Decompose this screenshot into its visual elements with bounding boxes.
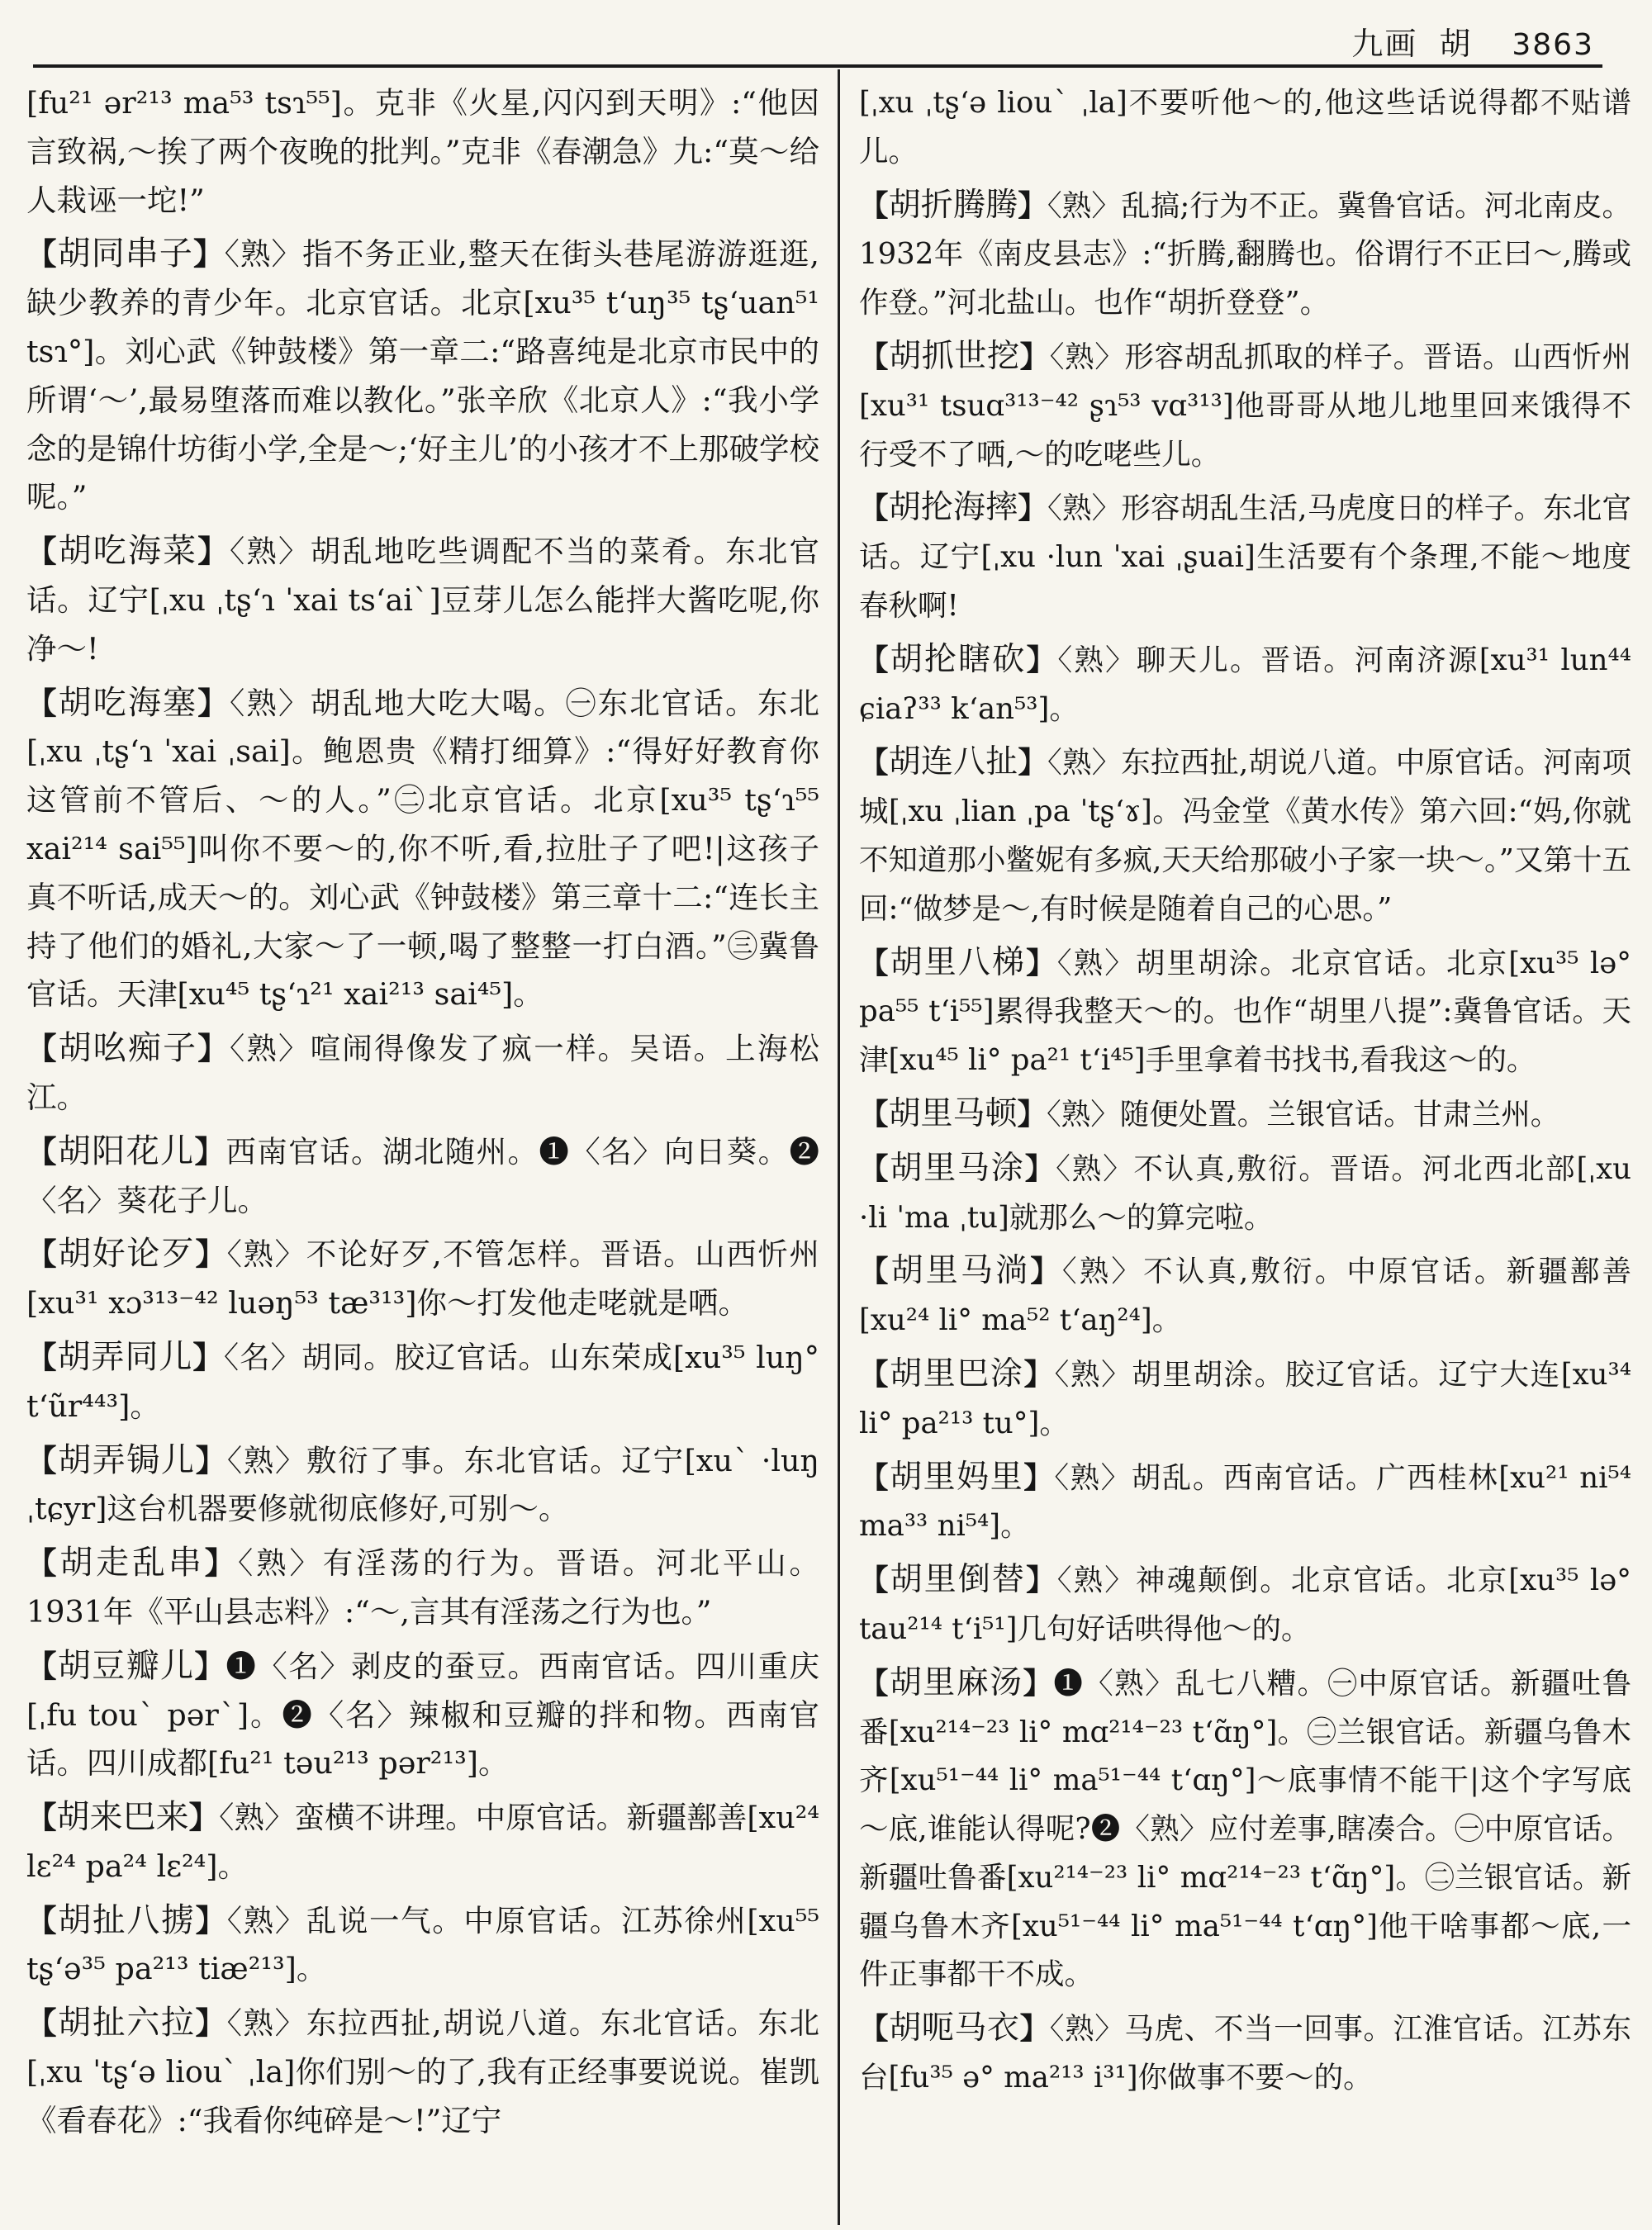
dictionary-entry bbox=[26, 1127, 819, 1226]
bracket-open: 【 bbox=[26, 1902, 59, 1938]
bracket-open: 【 bbox=[859, 746, 889, 780]
entry-headword: 胡里妈里 bbox=[890, 1458, 1024, 1496]
entry-headword: 胡里马淌 bbox=[890, 1252, 1031, 1290]
bracket-open: 【 bbox=[859, 1255, 891, 1289]
bracket-close: 】 bbox=[193, 236, 225, 273]
bracket-close: 】 bbox=[1017, 1097, 1047, 1132]
entry-headword: 胡里麻汤 bbox=[889, 1663, 1023, 1701]
bracket-close: 】 bbox=[194, 1648, 226, 1684]
entry-definition: [fu²¹ ər²¹³ ma⁵³ tsɿ⁵⁵]。克非《火星,闪闪到天明》:“他因言致祸,～挨了两个夜晚的批判。”克非《春潮急》九:“莫～给人栽诬一坨!” bbox=[26, 85, 819, 218]
dictionary-entry bbox=[859, 2005, 1631, 2103]
bracket-open: 【 bbox=[26, 1133, 58, 1170]
entry-headword: 胡里巴涂 bbox=[890, 1355, 1024, 1393]
dictionary-entry bbox=[859, 182, 1631, 328]
entry-headword: 胡同串子 bbox=[57, 235, 193, 273]
bracket-open: 【 bbox=[859, 1563, 890, 1598]
entry-definition: 〈熟〉东拉西扯,胡说八道。中原官话。河南项城[ˌxu ˌlian ˌpa ˈtʂʻɤ]。冯金堂《黄水传》第六回:“妈,你就不知道那小鳖妮有多疯,天天给那破小子家一块～。”又第十五回:“做梦是～,有时候是随着自己的心思。” bbox=[859, 746, 1631, 926]
bracket-open: 【 bbox=[26, 1648, 58, 1684]
entry-headword: 胡抡瞎砍 bbox=[890, 640, 1027, 678]
entry-definition: 〈熟〉胡乱。西南官话。广西桂林[xu²¹ ni⁵⁴ ma³³ ni⁵⁴]。 bbox=[859, 1460, 1631, 1544]
entry-definition: 〈熟〉胡里胡涂。胶辽官话。辽宁大连[xu³⁴ li° pa²¹³ tu°]。 bbox=[859, 1357, 1631, 1440]
bracket-close: 】 bbox=[1023, 1357, 1055, 1392]
bracket-close: 】 bbox=[197, 1031, 230, 1067]
entry-headword: 胡里八梯 bbox=[890, 943, 1027, 981]
bracket-close: 】 bbox=[197, 534, 230, 570]
entry-definition: 〈熟〉马虎、不当一回事。江淮官话。江苏东台[fu³⁵ ə° ma²¹³ i³¹]你做事不要～的。 bbox=[859, 2012, 1631, 2095]
entry-definition: 〈名〉胡同。胶辽官话。山东荣成[xu³⁵ luŋ° tʻũr⁴⁴³]。 bbox=[26, 1339, 820, 1424]
entry-headword: 胡呃马衣 bbox=[889, 2009, 1020, 2047]
bracket-open: 【 bbox=[859, 946, 890, 980]
dictionary-entry bbox=[26, 1436, 819, 1535]
dictionary-entry bbox=[26, 679, 819, 1020]
bracket-open: 【 bbox=[26, 534, 59, 570]
entry-headword: 胡吆痴子 bbox=[58, 1029, 198, 1068]
entry-definition: 〈熟〉聊天儿。晋语。河南济源[xu³¹ lun⁴⁴ ɕiaʔ³³ kʻan⁵³]。 bbox=[859, 643, 1631, 726]
entry-definition: 〈熟〉东拉西扯,胡说八道。东北官话。东北[ˌxu ˈtʂʻə liouˋ ˌla]你们别～的了,我有正经事要说说。崔凯《看春花》:“我看你纯碎是～!”辽宁 bbox=[26, 2005, 820, 2138]
entry-headword: 胡走乱串 bbox=[59, 1544, 205, 1582]
dictionary-entry bbox=[26, 1642, 819, 1788]
bracket-close: 】 bbox=[204, 1545, 239, 1582]
entry-definition: 〈熟〉随便处置。兰银官话。甘肃兰州。 bbox=[1047, 1097, 1560, 1132]
bracket-close: 】 bbox=[1023, 1460, 1055, 1495]
entry-definition: ❶〈名〉剥皮的蚕豆。西南官话。四川重庆[ˌfu touˋ pərˋ]。❷〈名〉辣椒和豆瓣的拌和物。西南官话。四川成都[fu²¹ təu²¹³ pər²¹³]。 bbox=[26, 1648, 820, 1782]
bracket-open: 【 bbox=[26, 685, 59, 721]
dictionary-entry bbox=[859, 636, 1631, 734]
bracket-open: 【 bbox=[26, 1442, 59, 1478]
dictionary-entry bbox=[26, 1024, 819, 1122]
entry-definition: 〈熟〉乱搞;行为不正。冀鲁官话。河北南皮。1932年《南皮县志》:“折腾,翻腾也。俗谓行不正曰～,腾或作登。”河北盐山。也作“胡折登登”。 bbox=[859, 188, 1631, 320]
bracket-close: 】 bbox=[1026, 643, 1058, 677]
dictionary-entry bbox=[26, 1230, 819, 1328]
header-character: 胡 bbox=[1439, 26, 1473, 62]
entry-definition: 〈熟〉胡里胡涂。北京官话。北京[xu³⁵ lə° pa⁵⁵ tʻi⁵⁵]累得我整天～的。也作“胡里八提”:冀鲁官话。天津[xu⁴⁵ li° pa²¹ tʻi⁴⁵]手里拿着书找书,看我这～的。 bbox=[859, 946, 1631, 1078]
dictionary-entry bbox=[859, 1350, 1631, 1449]
entry-definition: 西南官话。湖北随州。❶〈名〉向日葵。❷〈名〉葵花子儿。 bbox=[26, 1133, 820, 1218]
entry-continuation bbox=[859, 79, 1631, 177]
entry-definition: 〈熟〉神魂颠倒。北京官话。北京[xu³⁵ lə° tau²¹⁴ tʻi⁵¹]几句好话哄得他～的。 bbox=[859, 1563, 1631, 1646]
bracket-close: 】 bbox=[1026, 1563, 1057, 1598]
bracket-close: 】 bbox=[194, 1133, 226, 1170]
dictionary-entry bbox=[26, 527, 819, 673]
dictionary-entry bbox=[859, 1090, 1631, 1140]
dictionary-entry bbox=[859, 1145, 1631, 1243]
bracket-open: 【 bbox=[859, 1666, 890, 1701]
dictionary-entry bbox=[859, 484, 1631, 630]
running-header bbox=[33, 12, 1602, 68]
entry-definition: 〈熟〉不认真,敷衍。中原官话。新疆鄯善[xu²⁴ li° ma⁵² tʻaŋ²⁴]。 bbox=[859, 1255, 1631, 1338]
entry-headword: 胡扯六拉 bbox=[58, 2004, 196, 2043]
entry-headword: 胡阳花儿 bbox=[57, 1132, 195, 1170]
entry-definition: 〈熟〉敷衍了事。东北官话。辽宁[xuˋ ·luŋ ˌtɕyr]这台机器要修就彻底修好,可别～。 bbox=[26, 1442, 820, 1527]
dictionary-entry bbox=[26, 1539, 819, 1637]
bracket-close: 】 bbox=[192, 1339, 224, 1375]
entry-headword: 胡吃海塞 bbox=[58, 683, 198, 722]
bracket-open: 【 bbox=[26, 236, 58, 273]
bracket-open: 【 bbox=[26, 1031, 59, 1067]
bracket-close: 】 bbox=[195, 1236, 227, 1273]
bracket-open: 【 bbox=[859, 643, 890, 677]
entry-headword: 胡弄锔儿 bbox=[58, 1440, 196, 1479]
bracket-open: 【 bbox=[859, 339, 890, 374]
bracket-open: 【 bbox=[859, 1097, 889, 1132]
bracket-open: 【 bbox=[26, 1800, 57, 1836]
bracket-open: 【 bbox=[859, 1460, 890, 1495]
dictionary-entry bbox=[26, 1999, 819, 2145]
entry-definition: 〈熟〉形容胡乱生活,马虎度日的样子。东北官话。辽宁[ˌxu ·lun ˈxai ˌʂuai]生活要有个条理,不能～地度春秋啊! bbox=[859, 491, 1631, 623]
dictionary-entry bbox=[26, 1333, 819, 1431]
bracket-close: 】 bbox=[1019, 2012, 1050, 2047]
header-text bbox=[1351, 18, 1594, 64]
entry-definition: 〈熟〉乱说一气。中原官话。江苏徐州[xu⁵⁵ tʂʻə³⁵ pa²¹³ tiæ²¹³]。 bbox=[26, 1902, 820, 1987]
header-section: 九画 bbox=[1351, 26, 1418, 62]
bracket-close: 】 bbox=[195, 1442, 227, 1478]
bracket-close: 】 bbox=[195, 1902, 227, 1938]
dictionary-entry bbox=[859, 1247, 1631, 1345]
bracket-close: 】 bbox=[1018, 188, 1047, 223]
bracket-close: 】 bbox=[1023, 1666, 1054, 1701]
right-column bbox=[859, 79, 1631, 2108]
bracket-open: 【 bbox=[26, 1339, 58, 1375]
bracket-close: 】 bbox=[1018, 491, 1048, 526]
dictionary-entry bbox=[859, 1454, 1631, 1552]
dictionary-entry bbox=[26, 230, 819, 522]
dictionary-entry bbox=[859, 1556, 1631, 1654]
entry-headword: 胡扯八掳 bbox=[58, 1900, 196, 1939]
dictionary-entry bbox=[859, 1659, 1631, 2000]
dictionary-entry bbox=[26, 1793, 819, 1891]
entry-headword: 胡里马顿 bbox=[888, 1094, 1018, 1132]
bracket-close: 】 bbox=[195, 2005, 227, 2042]
bracket-close: 】 bbox=[1024, 1151, 1056, 1186]
entry-headword: 胡连八扯 bbox=[888, 743, 1018, 781]
entry-definition: 〈熟〉有淫荡的行为。晋语。河北平山。1931年《平山县志料》:“～,言其有淫荡之行为也。” bbox=[26, 1545, 820, 1630]
bracket-close: 】 bbox=[1030, 1255, 1062, 1289]
entry-definition: 〈熟〉蛮横不讲理。中原官话。新疆鄯善[xu²⁴ lɛ²⁴ pa²⁴ lɛ²⁴]。 bbox=[26, 1800, 819, 1884]
page-number: 3863 bbox=[1512, 28, 1594, 62]
entry-headword: 胡抡海摔 bbox=[888, 489, 1018, 527]
bracket-close: 】 bbox=[1018, 746, 1048, 780]
entry-headword: 胡抓世挖 bbox=[889, 337, 1020, 375]
bracket-open: 【 bbox=[859, 2012, 890, 2047]
dictionary-entry bbox=[859, 333, 1631, 479]
entry-definition: 〈熟〉不认真,敷衍。晋语。河北西北部[ˌxu ·li ˈma ˌtu]就那么～的算完啦。 bbox=[859, 1151, 1631, 1235]
dictionary-entry bbox=[859, 738, 1631, 933]
bracket-open: 【 bbox=[859, 1357, 890, 1392]
entry-definition: 〈熟〉胡乱地吃些调配不当的菜肴。东北官话。辽宁[ˌxu ˌtʂʻɿ ˈxai tsʻaiˋ]豆芽儿怎么能拌大酱吃呢,你净～! bbox=[26, 534, 819, 667]
bracket-open: 【 bbox=[26, 1545, 60, 1582]
bracket-close: 】 bbox=[188, 1800, 220, 1836]
entry-definition: 〈熟〉形容胡乱抓取的样子。晋语。山西忻州[xu³¹ tsuɑ³¹³⁻⁴² ʂɿ⁵³ vɑ³¹³]他哥哥从地儿地里回来饿得不行受不了哂,～的吃咾些儿。 bbox=[859, 339, 1631, 472]
bracket-open: 【 bbox=[26, 1236, 59, 1273]
entry-headword: 胡折腾腾 bbox=[888, 186, 1018, 224]
entry-headword: 胡吃海菜 bbox=[58, 532, 198, 571]
entry-continuation bbox=[26, 79, 819, 225]
bracket-close: 】 bbox=[1026, 946, 1057, 980]
entry-definition: 〈熟〉不论好歹,不管怎样。晋语。山西忻州[xu³¹ xɔ³¹³⁻⁴² luəŋ⁵³ tæ³¹³]你～打发他走咾就是哂。 bbox=[26, 1236, 820, 1321]
bracket-close: 】 bbox=[1019, 339, 1050, 374]
dictionary-entry bbox=[859, 939, 1631, 1085]
bracket-open: 【 bbox=[859, 1151, 890, 1186]
entry-headword: 胡弄同儿 bbox=[57, 1337, 193, 1376]
bracket-open: 【 bbox=[859, 188, 889, 223]
column-divider bbox=[838, 69, 840, 2225]
dictionary-entry bbox=[26, 1896, 819, 1995]
left-column bbox=[26, 79, 819, 2151]
entry-headword: 胡豆瓣儿 bbox=[57, 1646, 195, 1685]
entry-headword: 胡好论歹 bbox=[58, 1235, 196, 1274]
entry-definition: 〈熟〉喧闹得像发了疯一样。吴语。上海松江。 bbox=[26, 1031, 819, 1115]
entry-headword: 胡来巴来 bbox=[56, 1798, 189, 1837]
entry-definition: ❶〈熟〉乱七八糟。㊀中原官话。新疆吐鲁番[xu²¹⁴⁻²³ li° mɑ²¹⁴⁻²³ tʻɑ̃ŋ°]。㊁兰银官话。新疆乌鲁木齐[xu⁵¹⁻⁴⁴ li° ma⁵¹⁻⁴⁴ tʻɑŋ°]～底事情不能干|这个字写底～底,谁能认得呢?❷〈熟〉应付差事,瞎凑合。㊀中原官话。新疆吐鲁番[xu²¹⁴⁻²³ li° mɑ²¹⁴⁻²³ tʻɑ̃ŋ°]。㊁兰银官话。新疆乌鲁木齐[xu⁵¹⁻⁴⁴ li° ma⁵¹⁻⁴⁴ tʻɑŋ°]他干啥事都～底,一件正事都干不成。 bbox=[859, 1666, 1631, 1992]
entry-definition: 〈熟〉胡乱地大吃大喝。㊀东北官话。东北[ˌxu ˌtʂʻɿ ˈxai ˌsai]。鲍恩贵《精打细算》:“得好好教育你这管前不管后、～的人。”㊁北京官话。北京[xu³⁵ tʂʻɿ⁵⁵ xai²¹⁴ sai⁵⁵]叫你不要～的,你不听,看,拉肚子了吧!|这孩子真不听话,成天～的。刘心武《钟鼓楼》第三章十二:“连长主持了他们的婚礼,大家～了一顿,喝了整整一打白酒。”㊂冀鲁官话。天津[xu⁴⁵ tʂʻɿ²¹ xai²¹³ sai⁴⁵]。 bbox=[26, 685, 819, 1013]
entry-definition: [ˌxu ˌtʂʻə liouˋ ˌla]不要听他～的,他这些话说得都不贴谱儿。 bbox=[859, 86, 1631, 168]
entry-headword: 胡里倒替 bbox=[890, 1561, 1027, 1599]
entry-definition: 〈熟〉指不务正业,整天在街头巷尾游游逛逛,缺少教养的青少年。北京官话。北京[xu³⁵ tʻuŋ³⁵ tʂʻuan⁵¹ tsɿ°]。刘心武《钟鼓楼》第一章二:“路喜纯是北京市民中的所谓‘～’,最易堕落而难以教化。”张辛欣《北京人》:“我小学念的是锦什坊街小学,全是～;‘好主儿’的小孩才不上那破学校呢。” bbox=[26, 236, 820, 515]
bracket-close: 】 bbox=[197, 685, 230, 721]
entry-headword: 胡里马涂 bbox=[890, 1149, 1025, 1187]
bracket-open: 【 bbox=[26, 2005, 59, 2042]
bracket-open: 【 bbox=[859, 491, 889, 526]
